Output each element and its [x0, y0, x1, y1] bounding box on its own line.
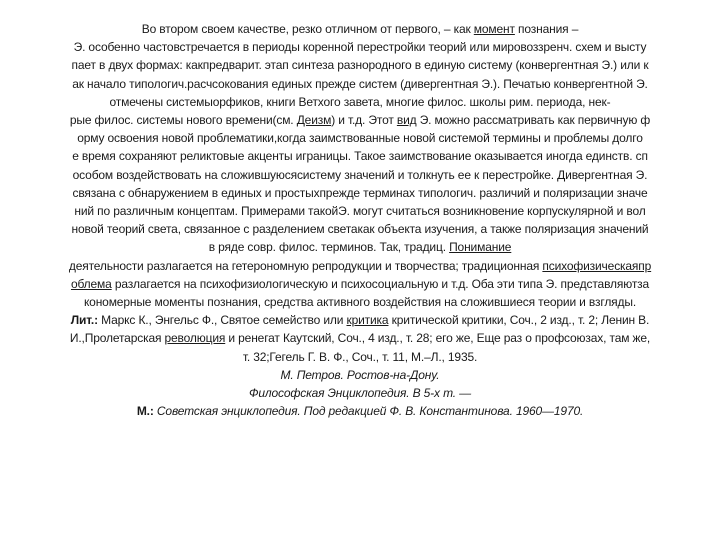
text-segment: орму освоения новой проблематики,когда заимствованные новой системой термины и проблемы долго: [77, 131, 643, 146]
text-line: [30, 75, 690, 93]
text-segment: И.,Пролетарская: [69, 331, 165, 346]
text-line: [30, 147, 690, 165]
text-segment: т. 32;Гегель Г. В. Ф., Соч., т. 11, М.–Л., 1935.: [242, 349, 478, 364]
text-segment: кономерные моменты познания, средства активного воздействия на сложившиеся теории и взгляды.: [83, 295, 637, 310]
text-line: [30, 384, 690, 402]
bold-label: Лит.:: [70, 313, 98, 328]
text-segment: Во втором своем качестве, резко отличном от первого, – как: [141, 22, 474, 36]
text-segment: отмечены системыорфиков, книги Ветхого завета, многие филос. школы рим. периода, нек-: [109, 94, 611, 109]
text-segment: и ренегат Каутский, Соч., 4 изд., т. 28; его же, Еще раз о профсоюзах, там же,: [225, 331, 651, 346]
text-segment: ний по различным концептам. Примерами такойЭ. могут считаться возникновение корпускулярной и вол: [74, 204, 646, 219]
text-segment: пает в двух формах: какпредварит. этап синтеза разнородного в единую систему (конвергентная Э.) или к: [71, 58, 649, 73]
text-segment: Э. можно рассматривать как первичную ф: [416, 113, 651, 128]
text-line: [30, 348, 690, 366]
text-segment: разлагается на психофизиологическую и психосоциальную и т.д. Оба эти типа Э. представляютза: [111, 276, 650, 291]
link-deizm[interactable]: Деизм: [296, 113, 332, 128]
italic-text: Советская энциклопедия. Под редакцией Ф. В. Константинова. 1960—1970.: [153, 404, 584, 419]
text-segment: в ряде совр. филос. терминов. Так, традиц.: [208, 240, 450, 255]
text-line: [30, 257, 690, 275]
text-line: [30, 311, 690, 329]
text-segment: ) и т.д. Этот: [331, 113, 397, 128]
text-segment: е время сохраняют реликтовые акценты играницы. Такое заимствование оказывается иногда единств. сп: [72, 149, 648, 164]
link-psikhofizicheskaya-2[interactable]: облема: [70, 276, 112, 291]
link-vid[interactable]: вид: [396, 113, 417, 128]
text-segment: особом воздействовать на сложившуюсясистему значений и толкнуть ее к перестройке. Дивергентная Э.: [72, 167, 648, 182]
text-segment: Маркс К., Энгельс Ф., Святое семейство или: [97, 313, 347, 328]
text-line: [30, 202, 690, 220]
text-line: [30, 275, 690, 293]
text-line: [30, 56, 690, 74]
text-line: [30, 220, 690, 238]
link-kritika[interactable]: критика: [346, 313, 389, 328]
bold-label: М.:: [136, 404, 154, 419]
link-ponimanie[interactable]: Понимание: [449, 240, 512, 255]
text-line: [30, 366, 690, 384]
text-line: [30, 129, 690, 147]
text-segment: ак начало типологич.расчсокования единых прежде систем (дивергентная Э.). Печатью конвергентной Э.: [72, 76, 648, 91]
text-line: [30, 20, 690, 38]
article-text: [30, 20, 690, 420]
text-line: [30, 184, 690, 202]
text-segment: деятельности разлагается на гетерономную репродукции и творчества; традиционная: [68, 258, 543, 273]
text-segment: новой теорий света, связанное с разделением светакак объекта изучения, а также поляризация значений: [71, 222, 649, 237]
text-line: [30, 111, 690, 129]
text-line: [30, 402, 690, 420]
text-segment: рые филос. системы нового времени(см.: [69, 113, 297, 128]
text-line: [30, 329, 690, 347]
italic-text: М. Петров. Ростов-на-Дону.: [280, 367, 440, 382]
link-moment[interactable]: момент: [473, 22, 515, 36]
text-line: [30, 93, 690, 111]
italic-text: Философская Энциклопедия. В 5-х т. —: [248, 386, 471, 401]
text-line: [30, 238, 690, 256]
text-segment: познания –: [514, 22, 579, 36]
text-line: [30, 293, 690, 311]
link-psikhofizicheskaya-1[interactable]: психофизическаяпр: [542, 258, 652, 273]
text-segment: Э. особенно частовстречается в периоды коренной перестройки теорий или мировоззренч. схем и высту: [73, 40, 647, 55]
text-line: [30, 166, 690, 184]
text-line: [30, 38, 690, 56]
text-segment: критической критики, Соч., 2 изд., т. 2; Ленин В.: [388, 313, 650, 328]
link-revolyutsiya[interactable]: революция: [164, 331, 226, 346]
text-segment: связана с обнаружением в единых и простыхпрежде терминах типологич. различий и поляризации значе: [72, 185, 648, 200]
